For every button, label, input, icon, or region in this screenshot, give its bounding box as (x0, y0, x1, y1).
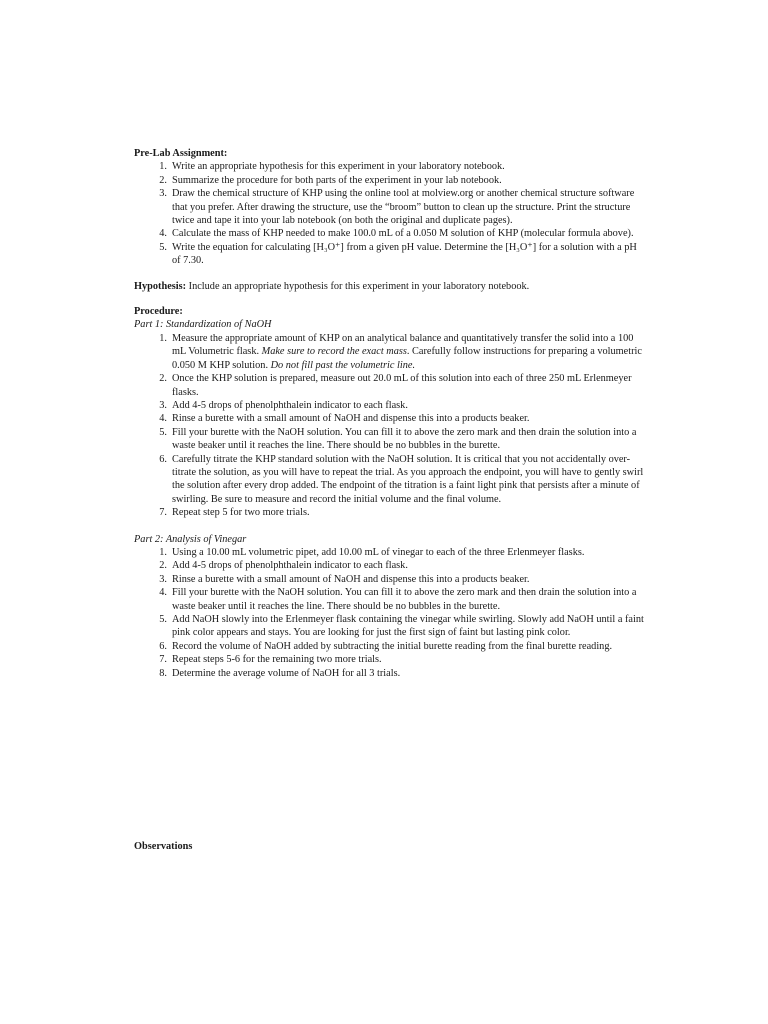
list-item: 5. Add NaOH slowly into the Erlenmeyer flask containing the vinegar while swirling. Slowly add NaOH until a faint pink color appears and stays. You are looking for just the first sign of faint but lasting pink color. (159, 614, 644, 639)
prelab-list (134, 160, 646, 267)
hypothesis-label: Hypothesis: (134, 280, 187, 292)
list-item: 7. Repeat steps 5-6 for the remaining two more trials. (159, 654, 382, 666)
list-item: 3. Add 4-5 drops of phenolphthalein indicator to each flask. (159, 399, 408, 411)
list-item: 1. Measure the appropriate amount of KHP on an analytical balance and quantitatively transfer the solid into a 100 mL Volumetric flask. Make sure to record the exact mass. Carefully follow instructions for preparing a volumetric 0.050 M KHP solution. Do not fill past the volumetric line. (159, 332, 642, 371)
part1-title: Part 1: Standardization of NaOH (134, 319, 272, 331)
document-body (134, 147, 646, 680)
hypothesis-paragraph (134, 280, 646, 293)
list-item: 2. Once the KHP solution is prepared, measure out 20.0 mL of this solution into each of three 250 mL Erlenmeyer flasks. (159, 373, 632, 398)
list-item: 1. Write an appropriate hypothesis for this experiment in your laboratory notebook. (159, 161, 505, 173)
observations-heading-cutoff: Observations (134, 841, 193, 852)
hypothesis-text: Include an appropriate hypothesis for this experiment in your laboratory notebook. (186, 280, 530, 292)
procedure-heading: Procedure: (134, 306, 183, 318)
part2-title: Part 2: Analysis of Vinegar (134, 533, 247, 545)
list-item: 7. Repeat step 5 for two more trials. (159, 507, 310, 519)
prelab-heading: Pre-Lab Assignment: (134, 148, 228, 159)
list-item: 5. Fill your burette with the NaOH solution. You can fill it to above the zero mark and then drain the solution into a waste beaker until it reaches the line. There should be no bubbles in the burette. (159, 426, 637, 452)
list-item: 2. Summarize the procedure for both parts of the experiment in your lab notebook. (159, 174, 502, 186)
list-item: 6. Carefully titrate the KHP standard solution with the NaOH solution. It is critical that you not accidentally over-titrate the solution, as you will have to repeat the trial. As you approach the endpoint, you will have to gently swirl the solution after every drop added. The endpoint of the titration is a faint light pink that persists after a minute of swirling. Be sure to measure and record the initial volume and the final volume. (159, 453, 644, 505)
list-item: 8. Determine the average volume of NaOH for all 3 trials. (159, 667, 401, 679)
list-item: 4. Calculate the mass of KHP needed to make 100.0 mL of a 0.050 M solution of KHP (molecular formula above). (159, 228, 634, 240)
list-item: 4. Fill your burette with the NaOH solution. You can fill it to above the zero mark and then drain the solution into a waste beaker until it reaches the line. There should be no bubbles in the burette. (159, 587, 637, 612)
list-item: 5. Write the equation for calculating [H₃O⁺] from a given pH value. Determine the [H₃O⁺] for a solution with a pH of 7.30. (159, 241, 637, 267)
list-item: 3. Rinse a burette with a small amount of NaOH and dispense this into a products beaker. (159, 573, 530, 585)
list-item: 3. Draw the chemical structure of KHP using the online tool at molview.org or another chemical structure software that you prefer. After drawing the structure, use the “broom” button to clean up the structure. Print the structure twice and tape it into your lab notebook (on both the original and duplicate pages). (159, 188, 635, 227)
list-item: 1. Using a 10.00 mL volumetric pipet, add 10.00 mL of vinegar to each of the three Erlenmeyer flasks. (159, 546, 585, 558)
part1-list (134, 332, 646, 520)
list-item: 6. Record the volume of NaOH added by subtracting the initial burette reading from the final burette reading. (159, 640, 613, 652)
list-item: 4. Rinse a burette with a small amount of NaOH and dispense this into a products beaker. (159, 413, 530, 425)
list-item: 2. Add 4-5 drops of phenolphthalein indicator to each flask. (159, 560, 408, 572)
part2-list (134, 546, 646, 680)
